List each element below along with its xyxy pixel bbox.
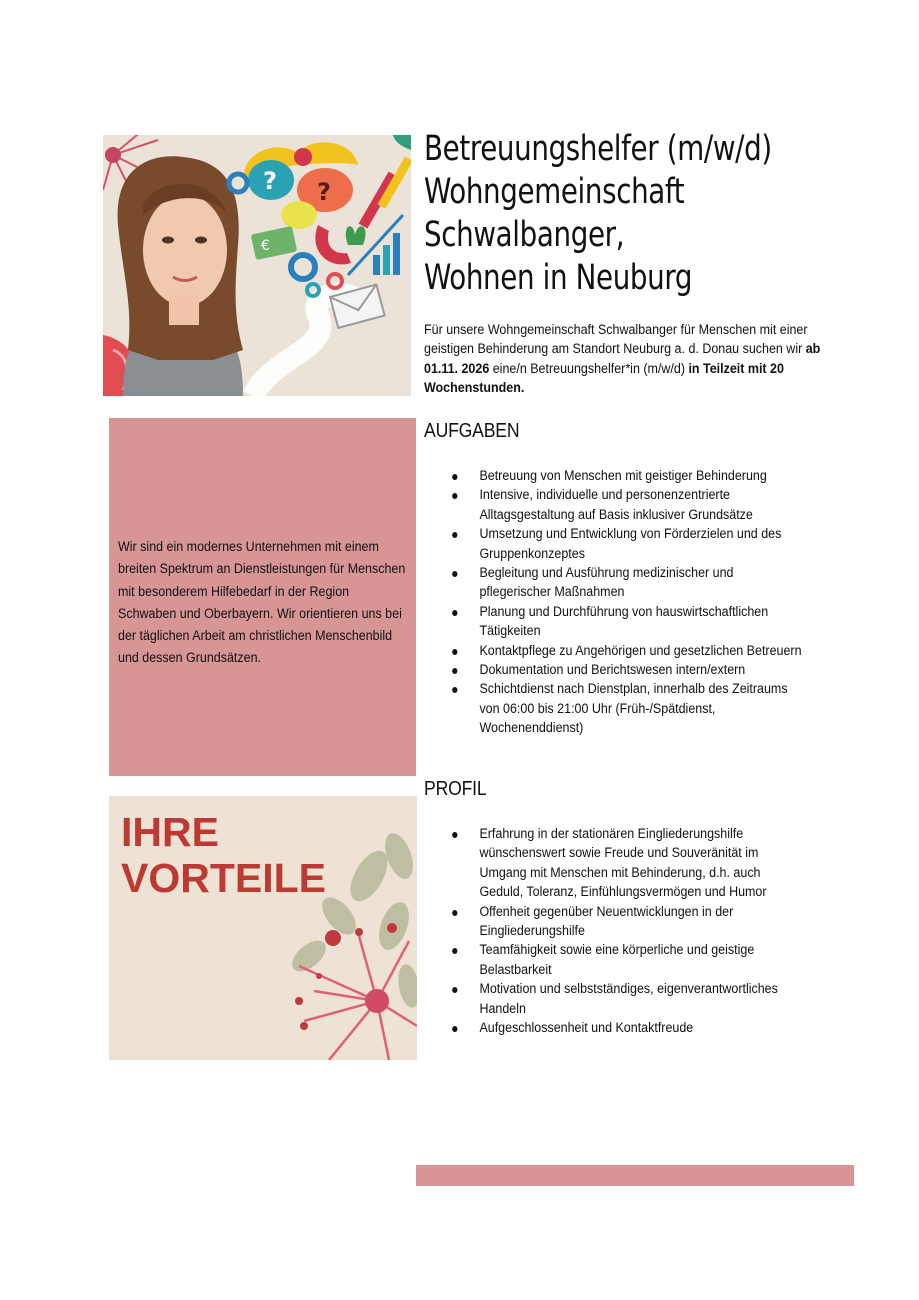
list-item: Motivation und selbstständiges, eigenverantwortliches Handeln: [424, 980, 802, 1019]
hero-image: [103, 135, 411, 396]
list-item: Dokumentation und Berichtswesen intern/extern: [424, 661, 802, 680]
company-description: Wir sind ein modernes Unternehmen mit einem breiten Spektrum an Dienstleistungen für Menschen mit besonderem Hilfebedarf in der Region Schwaben und Oberbayern. Wir orientieren uns bei der täglichen Arbeit am christlichen Menschenbild und dessen Grundsätzen.: [118, 539, 406, 667]
hero-illustration: [103, 135, 411, 396]
profil-list: [424, 825, 802, 1038]
list-item: Kontaktpflege zu Angehörigen und gesetzlichen Betreuern: [424, 642, 802, 661]
svg-text:€: €: [261, 238, 270, 254]
vorteile-line-1: IHRE: [121, 809, 219, 855]
svg-text:?: ?: [317, 178, 331, 206]
list-item: Offenheit gegenüber Neuentwicklungen in der Eingliederungshilfe: [424, 903, 802, 942]
profil-heading: PROFIL: [424, 778, 487, 800]
vorteile-image: [109, 796, 417, 1060]
intro-hours: in Teilzeit mit 20 Wochenstunden.: [424, 360, 784, 397]
list-item: Aufgeschlossenheit und Kontaktfreude: [424, 1019, 802, 1038]
list-item: Intensive, individuelle und personenzentrierte Alltagsgestaltung auf Basis inklusiver Grundsätze: [424, 486, 802, 525]
svg-text:?: ?: [263, 167, 277, 195]
list-item: Schichtdienst nach Dienstplan, innerhalb des Zeitraums von 06:00 bis 21:00 Uhr (Früh-/Spätdienst, Wochenenddienst): [424, 680, 802, 738]
list-item: Planung und Durchführung von hauswirtschaftlichen Tätigkeiten: [424, 603, 802, 642]
intro-text: eine/n Betreuungshelfer*in (m/w/d): [489, 360, 689, 377]
job-title-line: Wohnen in Neuburg: [424, 258, 693, 298]
list-item: Umsetzung und Entwicklung von Förderzielen und des Gruppenkonzeptes: [424, 525, 802, 564]
intro-text: Für unsere Wohngemeinschaft Schwalbanger für Menschen mit einer geistigen Behinderung am Standort Neuburg a. d. Donau suchen wir: [424, 322, 808, 358]
job-title-line: Schwalbanger,: [424, 215, 625, 255]
aufgaben-heading: AUFGABEN: [424, 420, 520, 442]
list-item: Begleitung und Ausführung medizinischer und pflegerischer Maßnahmen: [424, 564, 802, 603]
vorteile-line-2: VORTEILE: [121, 855, 327, 901]
aufgaben-list: [424, 467, 802, 739]
company-info-box: [109, 418, 416, 776]
list-item: Erfahrung in der stationären Eingliederungshilfe wünschenswert sowie Freude und Souveränität im Umgang mit Menschen mit Behinderung, d.h. auch Geduld, Toleranz, Einfühlungsvermögen und Humor: [424, 825, 802, 903]
job-title-line: Wohngemeinschaft: [424, 172, 685, 212]
job-title-line: Betreuungshelfer (m/w/d): [424, 129, 772, 169]
list-item: Betreuung von Menschen mit geistiger Behinderung: [424, 467, 802, 486]
list-item: Teamfähigkeit sowie eine körperliche und geistige Belastbarkeit: [424, 941, 802, 980]
intro-paragraph: [424, 321, 846, 399]
job-title: [424, 128, 838, 300]
footer-accent-bar: [416, 1165, 854, 1186]
vorteile-illustration: [109, 796, 417, 1060]
intro-start-date: ab 01.11. 2026: [424, 341, 821, 377]
